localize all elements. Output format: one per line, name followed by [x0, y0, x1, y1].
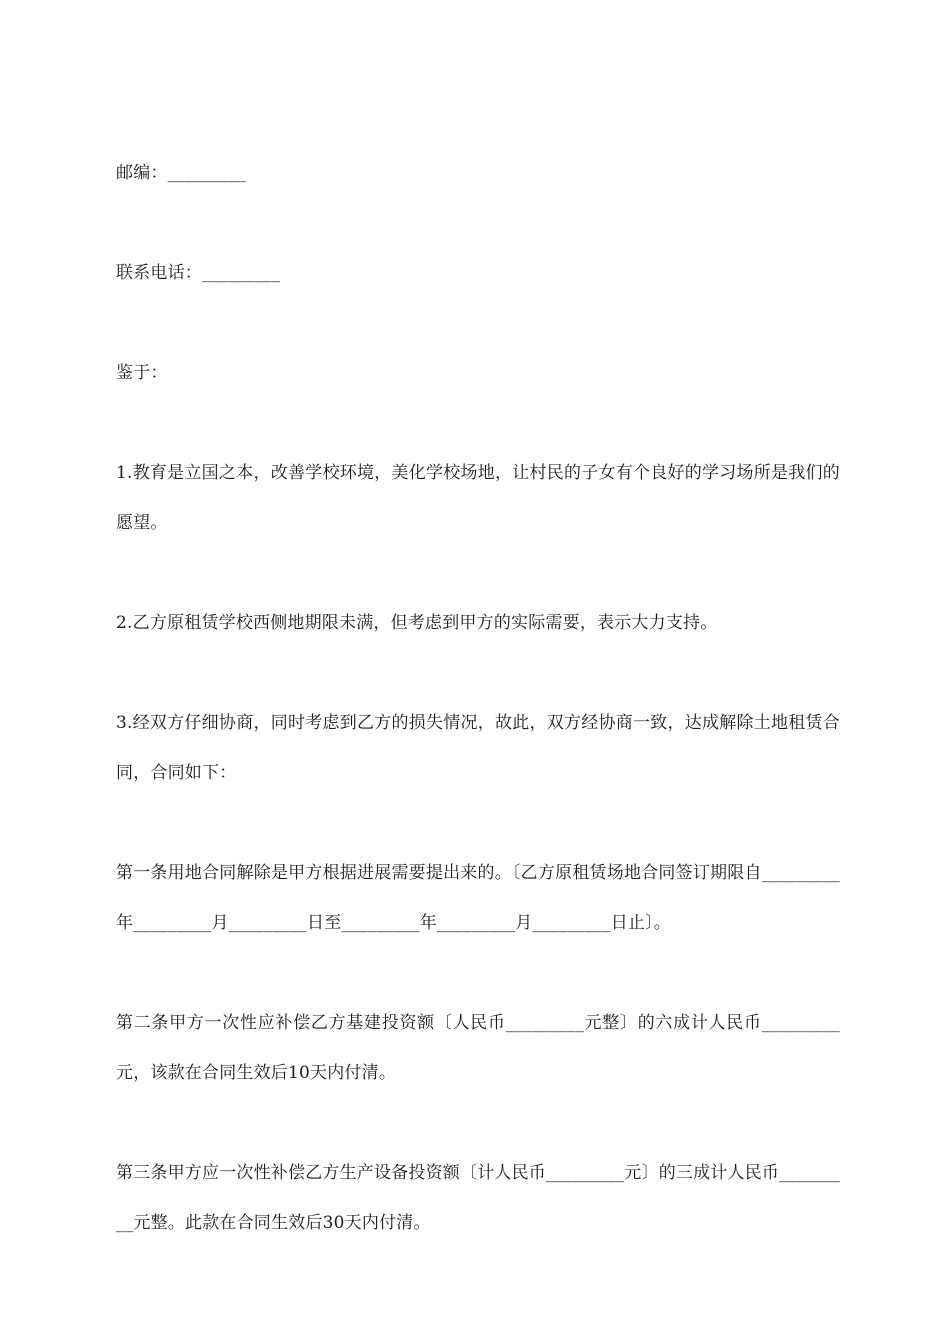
whereas-heading: 鉴于： — [116, 363, 168, 383]
article-1: 第一条用地合同解除是甲方根据进展需要提出来的。〔乙方原租赁场地合同签订期限自_________年_________月_________日至_________年_________月_________日止〕。 — [116, 863, 840, 933]
phone-line: 联系电话：_________ — [116, 263, 281, 283]
article-3: 第三条甲方应一次性补偿乙方生产设备投资额〔计人民币_________元〕的三成计人民币_________元整。此款在合同生效后30天内付清。 — [116, 1163, 840, 1233]
postal-code-line: 邮编：_________ — [116, 163, 246, 183]
article-2: 第二条甲方一次性应补偿乙方基建投资额〔人民币_________元整〕的六成计人民币_________元，该款在合同生效后10天内付清。 — [116, 1013, 840, 1083]
whereas-item-1: 1.教育是立国之本，改善学校环境，美化学校场地，让村民的子女有个良好的学习场所是我们的愿望。 — [116, 463, 840, 533]
whereas-item-2: 2.乙方原租赁学校西侧地期限未满，但考虑到甲方的实际需要，表示大力支持。 — [116, 613, 718, 633]
whereas-item-3: 3.经双方仔细协商，同时考虑到乙方的损失情况，故此，双方经协商一致，达成解除土地租赁合同，合同如下： — [116, 713, 840, 783]
document-body — [116, 148, 840, 1298]
